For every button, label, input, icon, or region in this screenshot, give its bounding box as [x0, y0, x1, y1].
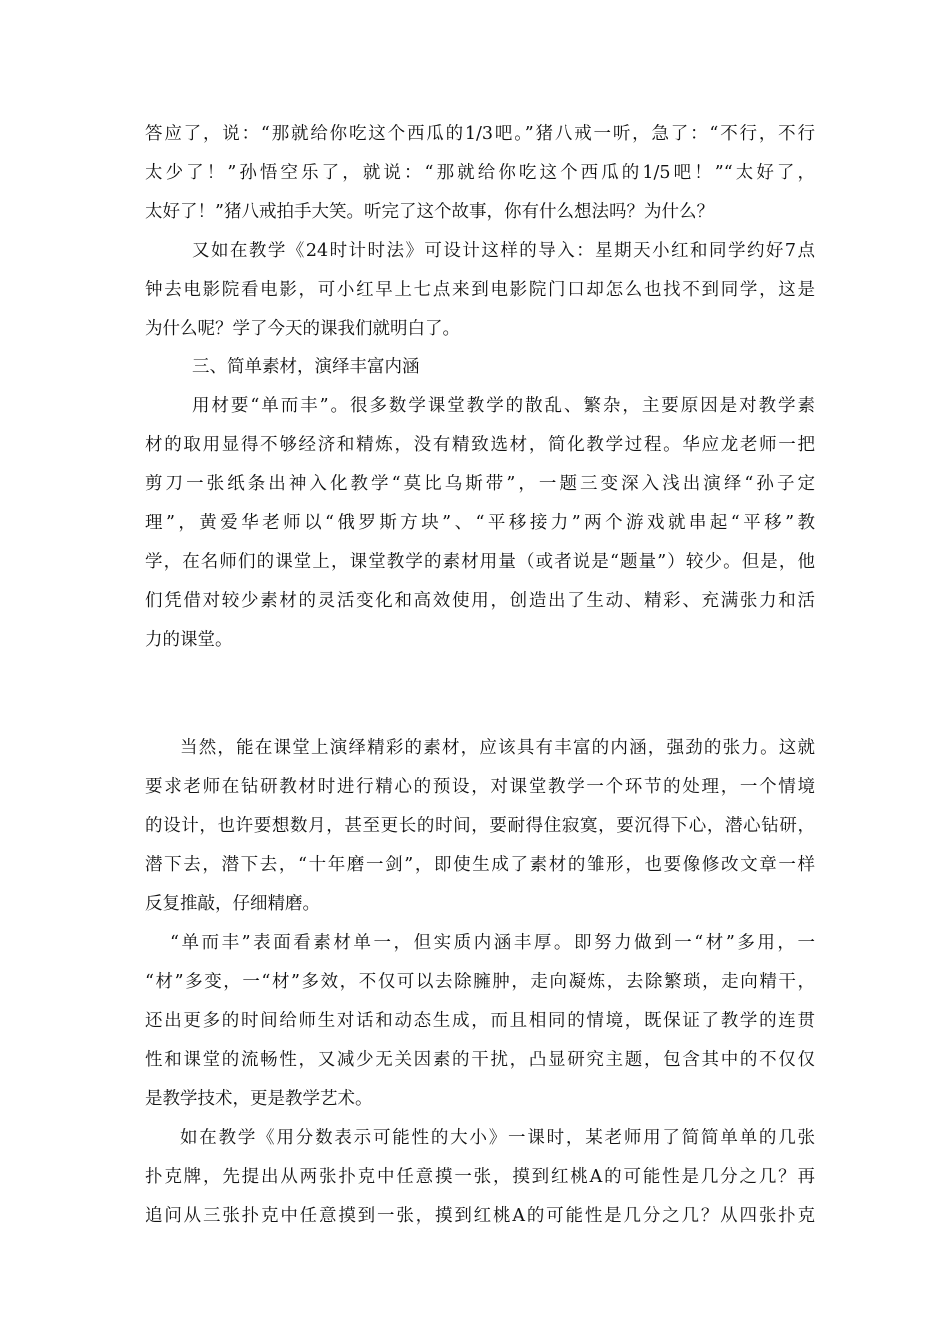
- text-line: 太好了！”猪八戒拍手大笑。听完了这个故事，你有什么想法吗？为什么？: [145, 202, 714, 222]
- text-line: 反复推敲，仔细精磨。: [145, 894, 320, 914]
- text-line: 钟去电影院看电影，可小红早上七点来到电影院门口却怎么也找不到同学，这是: [145, 280, 815, 300]
- text-line: 如在教学《用分数表示可能性的大小》一课时，某老师用了简简单单的几张: [180, 1128, 815, 1148]
- text-line: 追问从三张扑克中任意摸到一张，摸到红桃A的可能性是几分之几？从四张扑克: [145, 1206, 815, 1226]
- text-line: 是教学技术，更是教学艺术。: [145, 1089, 373, 1109]
- text-line: 还出更多的时间给师生对话和动态生成，而且相同的情境，既保证了教学的连贯: [145, 1011, 815, 1031]
- text-line: 当然，能在课堂上演绎精彩的素材，应该具有丰富的内涵，强劲的张力。这就: [180, 738, 815, 758]
- text-line: 扑克牌，先提出从两张扑克中任意摸一张，摸到红桃A的可能性是几分之几？再: [145, 1167, 815, 1187]
- text-line: 又如在教学《24时计时法》可设计这样的导入：星期天小红和同学约好7点: [192, 241, 815, 261]
- text-line: 潜下去，潜下去，“十年磨一剑”，即使生成了素材的雏形，也要像修改文章一样: [145, 855, 815, 875]
- text-line: 答应了，说：“那就给你吃这个西瓜的1/3吧。”猪八戒一听，急了：“不行，不行: [145, 124, 815, 144]
- text-line: 要求老师在钻研教材时进行精心的预设，对课堂教学一个环节的处理，一个情境: [145, 777, 815, 797]
- text-line: 力的课堂。: [145, 630, 233, 650]
- text-line: “单而丰”表面看素材单一，但实质内涵丰厚。即努力做到一“材”多用，一: [170, 933, 815, 953]
- text-line: 用材要“单而丰”。很多数学课堂教学的散乱、繁杂，主要原因是对教学素: [192, 396, 815, 416]
- text-line: 学，在名师们的课堂上，课堂教学的素材用量（或者说是“题量”）较少。但是，他: [145, 552, 815, 572]
- text-line: 们凭借对较少素材的灵活变化和高效使用，创造出了生动、精彩、充满张力和活: [145, 591, 815, 611]
- text-line: “材”多变，一“材”多效，不仅可以去除臃肿，走向凝炼，去除繁琐，走向精干，: [145, 972, 815, 992]
- text-line: 太少了！”孙悟空乐了，就说：“那就给你吃这个西瓜的1/5吧！”“太好了，: [145, 163, 815, 183]
- text-line: 材的取用显得不够经济和精炼，没有精致选材，简化教学过程。华应龙老师一把: [145, 435, 815, 455]
- section-heading: 三、简单素材，演绎丰富内涵: [192, 357, 420, 377]
- text-line: 为什么呢？学了今天的课我们就明白了。: [145, 319, 460, 339]
- text-line: 性和课堂的流畅性，又减少无关因素的干扰，凸显研究主题，包含其中的不仅仅: [145, 1050, 815, 1070]
- text-line: 剪刀一张纸条出神入化教学“莫比乌斯带”，一题三变深入浅出演绎“孙子定: [145, 474, 815, 494]
- text-line: 的设计，也许要想数月，甚至更长的时间，要耐得住寂寞，要沉得下心，潜心钻研，: [145, 816, 815, 836]
- text-line: 理”，黄爱华老师以“俄罗斯方块”、“平移接力”两个游戏就串起“平移”教: [145, 513, 815, 533]
